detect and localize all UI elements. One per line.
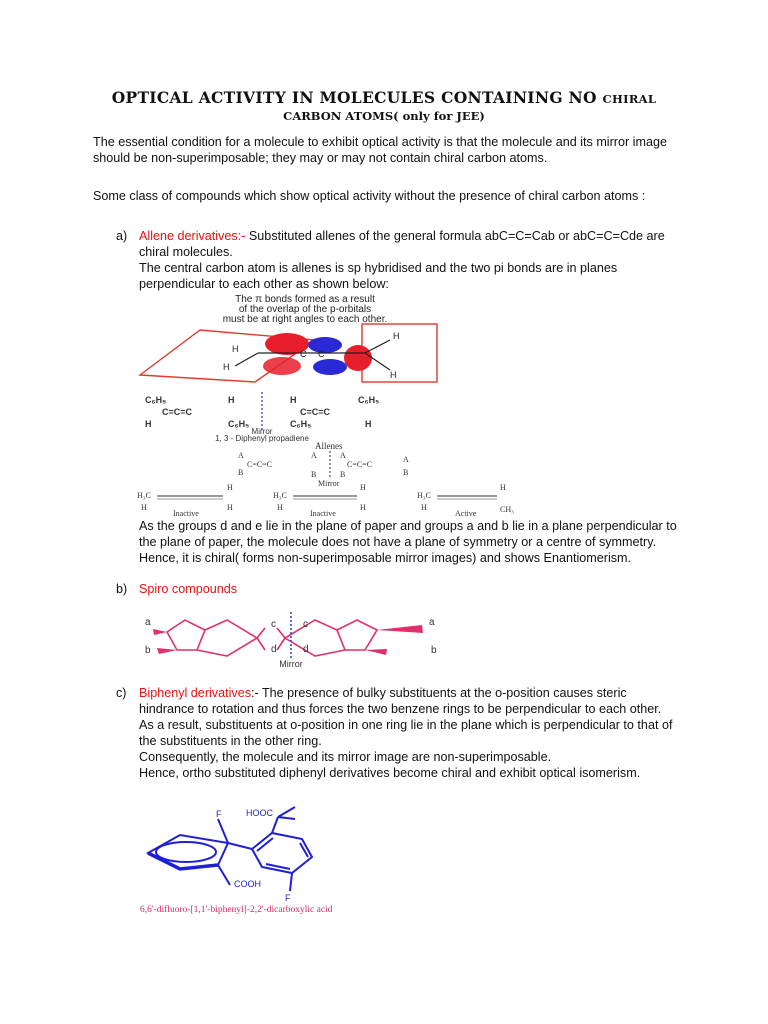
orbital-label-h-right-top: H: [393, 331, 400, 341]
biphenyl-figure: [140, 805, 440, 915]
allenes-figure: [135, 440, 565, 520]
section-a-text1: Substituted allenes of the general formula abC=C=Cab or abC=C=Cde are chiral molecules.: [139, 229, 665, 259]
biphenyl-f-bottom: F: [285, 893, 291, 903]
allenes-a-2: A: [311, 451, 317, 460]
section-b-heading: Spiro compounds: [139, 582, 238, 596]
section-c-marker: c): [116, 686, 127, 700]
section-a-intro: [139, 228, 684, 260]
section-a-heading: Allene derivatives:-: [139, 229, 246, 243]
dpa-h-3: H: [290, 395, 297, 405]
diphenyl-propadiene-figure: [140, 390, 380, 443]
allenes-a-4: A: [403, 455, 409, 464]
biphenyl-f-top: F: [216, 809, 222, 819]
allenes-h-7: H: [500, 483, 506, 492]
allenes-h-5: H: [277, 503, 283, 512]
spiro-compounds-figure: [137, 608, 445, 670]
spiro-b-right: b: [431, 645, 437, 656]
allenes-ch3: CH₃: [500, 505, 514, 514]
orbital-label-h-right-bottom: H: [390, 370, 397, 380]
dpa-chain-left: C=C=C: [162, 407, 193, 417]
dpa-h-2: H: [228, 395, 235, 405]
allenes-inactive-1: Inactive: [173, 509, 199, 518]
section-a-text2: The central carbon atom is allenes is sp hybridised and the two pi bonds are in planes perpendicular to each other as shown below:: [139, 261, 618, 291]
dpa-name: 1, 3 - Diphenyl propadiene: [215, 434, 309, 443]
title-small: CHIRAL: [602, 92, 657, 106]
p-orbital-blue-bottom: [313, 359, 347, 375]
page-title: [0, 88, 768, 107]
section-a-marker: a): [116, 229, 128, 243]
allene-orbital-figure: [140, 290, 440, 385]
allenes-mirror: Mirror: [318, 479, 340, 488]
spiro-c-left: c: [271, 619, 276, 630]
allenes-a-1: A: [238, 451, 244, 460]
spiro-a-right: a: [429, 617, 435, 628]
allenes-h-3: H: [227, 503, 233, 512]
dpa-mirror-label: Mirror: [251, 427, 273, 436]
allenes-h-6: H: [360, 503, 366, 512]
orbital-label-h-left-top: H: [232, 344, 239, 354]
allenes-chain-left: C=C=C: [247, 460, 273, 469]
orbital-caption-1: The π bonds formed as a result: [235, 294, 375, 305]
biphenyl-hooc: HOOC: [246, 808, 273, 818]
section-c-heading: Biphenyl derivatives: [139, 686, 252, 700]
allenes-h-8: H: [421, 503, 427, 512]
allenes-b-1: B: [238, 468, 244, 477]
orbital-caption-2: of the overlap of the p-orbitals: [238, 304, 372, 315]
allenes-h-2: H: [141, 503, 147, 512]
dpa-h-1: H: [145, 419, 152, 429]
p-orbital-red-right: [344, 345, 372, 371]
dpa-h-4: H: [365, 419, 372, 429]
page-subtitle: CARBON ATOMS( only for JEE): [283, 109, 485, 123]
allenes-heading: Allenes: [315, 441, 343, 451]
spiro-d-left: d: [271, 644, 277, 655]
intro-paragraph-2: Some class of compounds which show optical activity without the presence of chiral carbon atoms :: [93, 189, 646, 203]
allenes-h3c-1: H₃C: [137, 491, 151, 500]
biphenyl-cooh: COOH: [234, 879, 261, 889]
allenes-b-3: B: [340, 470, 346, 479]
dpa-c6h5-1: C₆H₅: [145, 395, 167, 405]
spiro-mirror-label: Mirror: [279, 659, 303, 669]
p-orbital-red-bottom: [263, 357, 301, 375]
orbital-label-c-2: C: [318, 349, 325, 359]
biphenyl-name: 6,6'-difluoro-[1,1'-biphenyl]-2,2'-dicarboxylic acid: [140, 905, 333, 915]
orbital-caption-3: must be at right angles to each other.: [222, 314, 388, 325]
spiro-c-right: c: [303, 619, 308, 630]
allenes-active: Active: [455, 509, 477, 518]
spiro-b-left: b: [145, 645, 151, 656]
allenes-h3c-3: H₃C: [417, 491, 431, 500]
orbital-label-c-1: C: [300, 349, 307, 359]
allenes-b-2: B: [311, 470, 317, 479]
spiro-d-right: d: [303, 644, 309, 655]
allenes-h3c-2: H₃C: [273, 491, 287, 500]
spiro-a-left: a: [145, 617, 151, 628]
intro-paragraph-1: The essential condition for a molecule to exhibit optical activity is that the molecule and its mirror image should be non-superimposable; they may or may not contain chiral carbon atoms.: [93, 135, 667, 165]
allenes-inactive-2: Inactive: [310, 509, 336, 518]
p-orbital-blue-top: [308, 337, 342, 353]
orbital-plane-right: [362, 324, 437, 382]
orbital-label-h-left-bottom: H: [223, 362, 230, 372]
dpa-chain-right: C=C=C: [300, 407, 331, 417]
section-c-text: :- The presence of bulky substituents at the o-position causes steric hindrance to rotation and thus forces the two benzene rings to be perpendicular to each other. As a result, substituents at o-position in one ring lie in the plane which is perpendicular to that of the substituents in the other ring. Consequently, the molecule and its mirror image are non-superimposable. Hence, ortho substituted diphenyl derivatives become chiral and exhibit optical isomerism.: [139, 686, 673, 780]
title-main: OPTICAL ACTIVITY IN MOLECULES CONTAINING NO: [111, 88, 597, 107]
allenes-chain-right: C=C=C: [347, 460, 373, 469]
section-b-marker: b): [116, 582, 128, 596]
allenes-h-1: H: [227, 483, 233, 492]
allenes-b-4: B: [403, 468, 409, 477]
dpa-c6h5-4: C₆H₅: [358, 395, 380, 405]
allenes-a-3: A: [340, 451, 346, 460]
dpa-c6h5-2: C₆H₅: [228, 419, 250, 429]
allenes-h-4: H: [360, 483, 366, 492]
section-c-body: [139, 685, 684, 781]
dpa-c6h5-3: C₆H₅: [290, 419, 312, 429]
section-a-text3: As the groups d and e lie in the plane of paper and groups a and b lie in a plane perpendicular to the plane of paper, the molecule does not have a plane of symmetry or a centre of symmetry. Hence, it is chiral( forms non-superimposable mirror images) and shows Enantiomerism.: [139, 519, 677, 565]
